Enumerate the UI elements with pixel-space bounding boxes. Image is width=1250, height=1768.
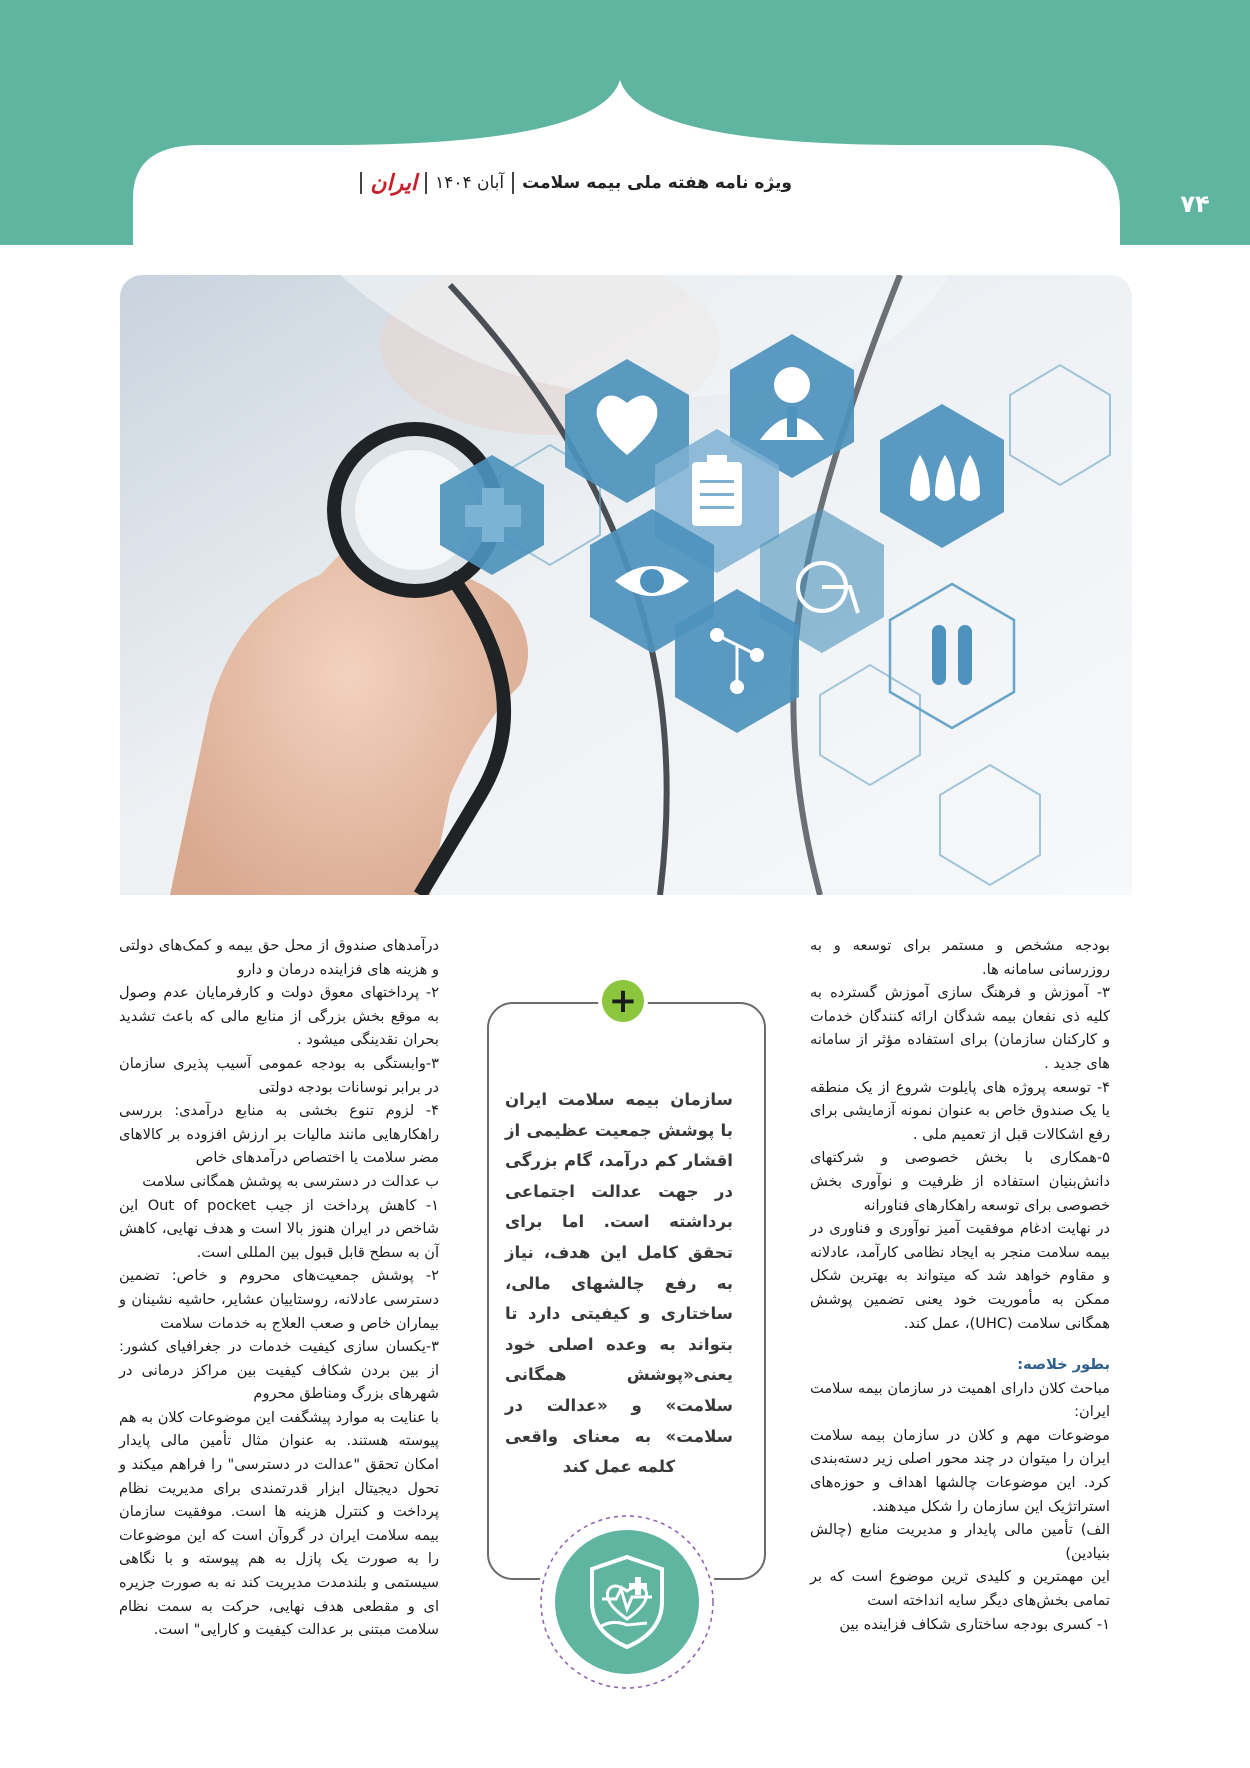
summary-heading: بطور خلاصه:: [1017, 1356, 1110, 1374]
paragraph: موضوعات مهم و کلان در سازمان بیمه سلامت ایران را میتوان در چند محور اصلی زیر دسته‌بندی کرد. این موضوعات چالشها اهداف و حوزه‌های استراتژیک این سازمان را شکل میدهند.: [810, 1426, 1110, 1515]
paragraph: درآمدهای صندوق از محل حق بیمه و کمک‌های دولتی و هزینه های فزاینده درمان و دارو: [119, 937, 439, 978]
left-column: [119, 934, 439, 1642]
paragraph: ۳-وابستگی به بودجه عمومی آسیب پذیری سازمان در برابر نوسانات بودجه دولتی: [119, 1054, 439, 1096]
header-band: [0, 0, 1250, 260]
pull-quote-text: سازمان بیمه سلامت ایران با پوشش جمعیت عظیمی از اقشار کم درآمد، گام بزرگی در جهت عدالت اجتماعی برداشته است. اما برای تحقق کامل این هدف، نیاز به رفع چالشهای مالی، ساختاری و کیفیتی دارد تا بتواند به وعده اصلی خود یعنی«پوشش همگانی سلامت» و «عدالت در سلامت» به معنای واقعی کلمه عمل کند: [505, 1090, 733, 1477]
right-column: [810, 934, 1110, 1636]
issue-date: آبان ۱۴۰۴: [435, 173, 505, 193]
health-shield-icon: [532, 1507, 722, 1697]
paragraph: الف) تأمین مالی پایدار و مدیریت منابع (چالش بنیادین): [810, 1521, 1110, 1562]
paragraph: ۳-یکسان سازی کیفیت خدمات در جغرافیای کشور: از بین بردن شکاف کیفیت بین مراکز درمانی در شهرهای بزرگ ومناطق محروم: [119, 1338, 439, 1403]
separator: [512, 172, 514, 194]
plus-icon: +: [598, 976, 648, 1026]
paragraph: ۲- پوشش جمعیت‌های محروم و خاص: تضمین دسترسی عادلانه، روستاییان عشایر، حاشیه نشینان و بیماران خاص و صعب العلاج به خدمات سلامت: [119, 1267, 439, 1332]
paragraph: ۱- کسری بودجه ساختاری شکاف فزاینده بین: [839, 1615, 1110, 1633]
newspaper-logo: ایران: [370, 170, 418, 196]
masthead: [360, 170, 792, 196]
paragraph: بودجه مشخص و مستمر برای توسعه و به روزرسانی سامانه ها.: [810, 937, 1110, 978]
paragraph: این مهمترین و کلیدی ترین موضوع است که بر تمامی بخش‌های دیگر سایه انداخته است: [810, 1568, 1110, 1610]
stethoscope-photo: [120, 275, 1132, 895]
paragraph: ۱- کاهش پرداخت از جیب Out of pocket این شاخص در ایران هنوز بالا است و هدف نهایی، کاهش آن به سطح قابل قبول بین المللی است.: [119, 1196, 439, 1261]
paragraph: در نهایت ادغام موفقیت آمیز نوآوری و فناوری در بیمه سلامت منجر به ایجاد نظامی کارآمد، عادلانه و مقاوم خواهد شد که میتواند به بهترین شکل ممکن به مأموریت خود یعنی تضمین پوشش همگانی سلامت (UHC)، عمل کند.: [810, 1220, 1110, 1332]
paragraph: با عنایت به موارد پیشگفت این موضوعات کلان به هم پیوسته هستند. به عنوان مثال تأمین مالی پایدار امکان تحقق "عدالت در دسترسی" را فراهم میکند و تحول دیجیتال ابزار قدرتمندی برای مدیریت نظام پرداخت و کنترل هزینه ها است. موفقیت سازمان بیمه سلامت ایران در گروآن است که این موضوعات را به صورت یک پازل به هم پیوسته و با نگاهی سیستمی و بلندمدت مدیریت کند نه به صورت جزیره ای و مقطعی هدف نهایی، حرکت به سمت نظام سلامت مبتنی بر عدالت کیفیت و کارایی" است.: [119, 1408, 439, 1639]
separator: [425, 172, 427, 194]
issue-title: ویژه نامه هفته ملی بیمه سلامت: [522, 173, 792, 193]
paragraph: ۲- پرداختهای معوق دولت و کارفرمایان عدم وصول به موقع بخش بزرگی از منابع مالی که باعث تشدید بحران نقدینگی میشود .: [119, 984, 439, 1049]
paragraph: ۴- توسعه پروژه های پایلوت شروع از یک منطقه یا یک صندوق خاص به عنوان نمونه آزمایشی برای رفع اشکالات قبل از تعمیم ملی .: [810, 1078, 1110, 1143]
page-number: ۷۴: [1180, 190, 1210, 218]
paragraph: ۳- آموزش و فرهنگ سازی آموزش گسترده به کلیه ذی نفعان بیمه شدگان ارائه کنندگان خدمات و کارکنان سازمان) برای استفاده مؤثر از سامانه های جدید .: [810, 984, 1110, 1072]
paragraph: ۵-همکاری با بخش خصوصی و شرکتهای دانش‌بنیان استفاده از ظرفیت و نوآوری بخش خصوصی برای توسعه راهکارهای فناورانه: [810, 1149, 1110, 1214]
paragraph: ۴- لزوم تنوع بخشی به منابع درآمدی: بررسی راهکارهایی مانند مالیات بر ارزش افزوده بر کالاهای مضر سلامت یا اختصاص درآمدهای خاص: [119, 1102, 439, 1167]
separator: [360, 172, 362, 194]
paragraph: ب عدالت در دسترسی به پوشش همگانی سلامت: [142, 1172, 439, 1190]
paragraph: مباحث کلان دارای اهمیت در سازمان بیمه سلامت ایران:: [810, 1379, 1110, 1421]
